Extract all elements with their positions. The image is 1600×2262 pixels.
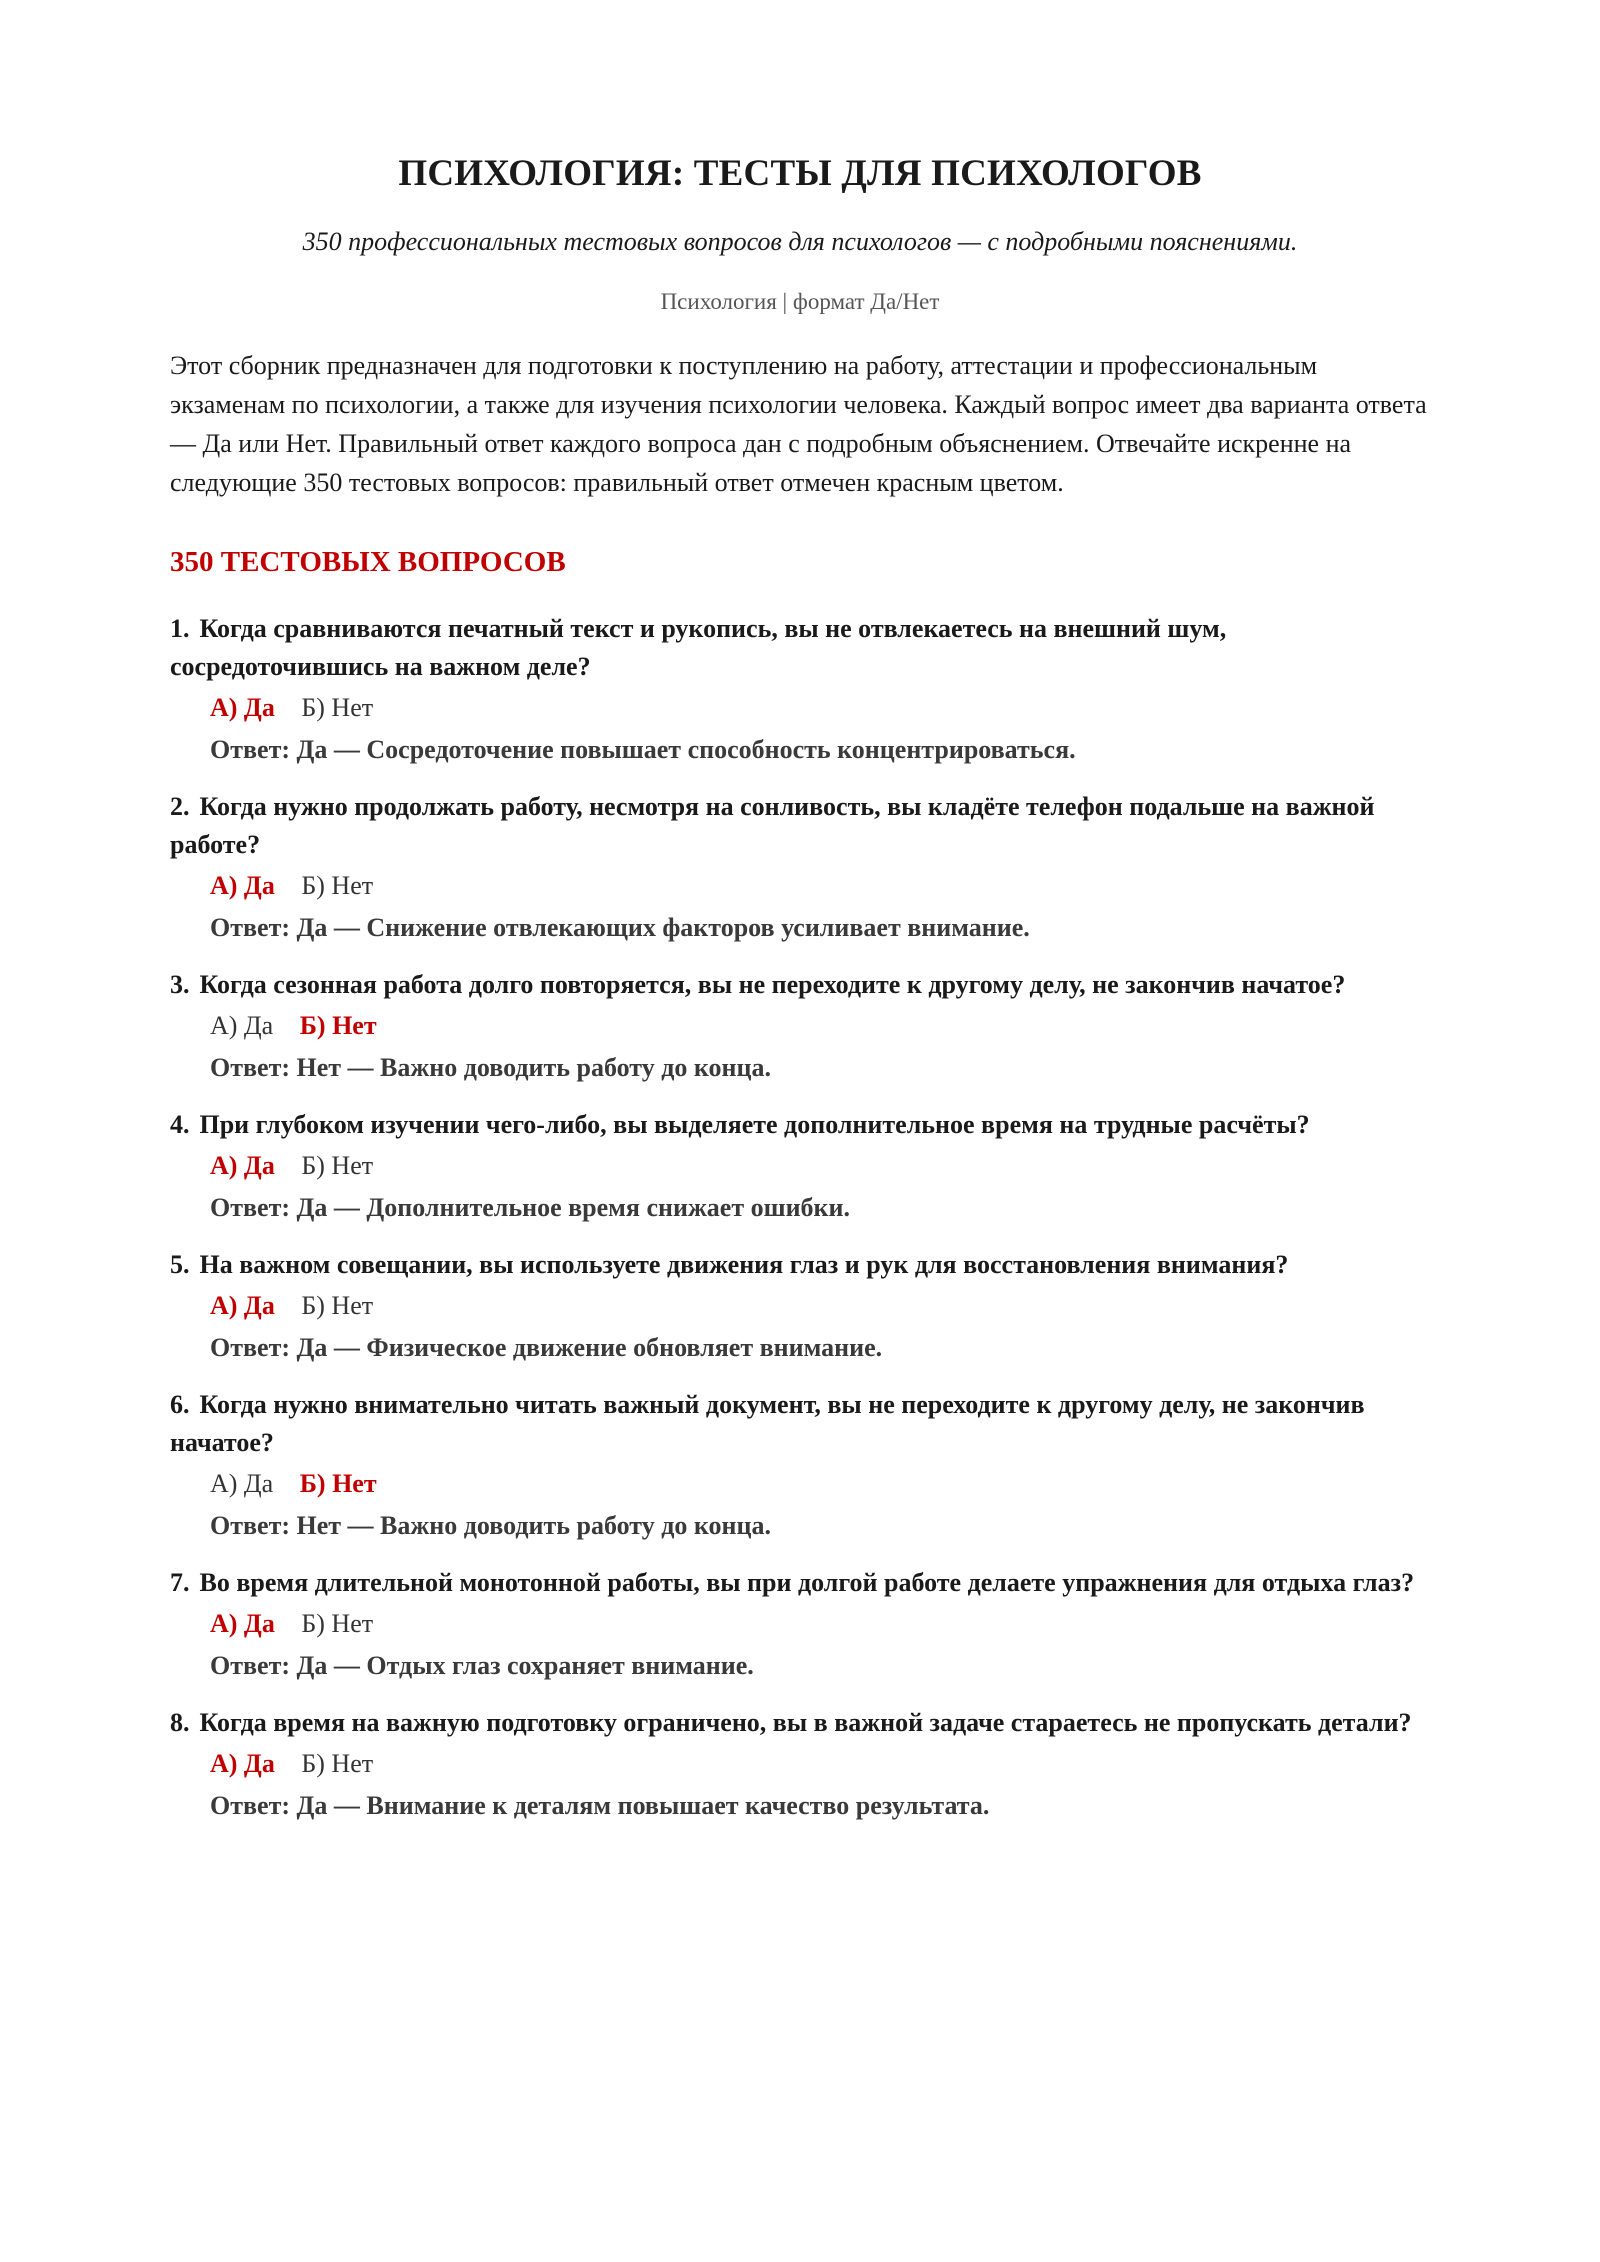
- question-number: 1.: [170, 614, 190, 643]
- question-item: [170, 1564, 1430, 1684]
- question-body: На важном совещании, вы используете движения глаз и рук для восстановления внимания?: [199, 1250, 1289, 1279]
- question-item: [170, 610, 1430, 768]
- question-text: [170, 788, 1430, 864]
- option-a[interactable]: А) Да: [210, 1749, 275, 1778]
- question-number: 2.: [170, 792, 190, 821]
- option-a[interactable]: А) Да: [210, 693, 275, 722]
- question-body: Когда сезонная работа долго повторяется, вы не переходите к другому делу, не закончив начатое?: [199, 970, 1346, 999]
- section-heading: 350 ТЕСТОВЫХ ВОПРОСОВ: [170, 546, 566, 578]
- question-number: 7.: [170, 1568, 190, 1597]
- answer-explanation: Ответ: Да — Отдых глаз сохраняет внимание.: [210, 1651, 754, 1680]
- question-body: Во время длительной монотонной работы, вы при долгой работе делаете упражнения для отдыха глаз?: [199, 1568, 1415, 1597]
- answer-explanation: Ответ: Нет — Важно доводить работу до конца.: [210, 1053, 771, 1082]
- answer-explanation: Ответ: Нет — Важно доводить работу до конца.: [210, 1511, 771, 1540]
- question-item: [170, 1704, 1430, 1824]
- option-a[interactable]: А) Да: [210, 1151, 275, 1180]
- page-title: ПСИХОЛОГИЯ: ТЕСТЫ ДЛЯ ПСИХОЛОГОВ: [398, 153, 1202, 194]
- answer-explanation: Ответ: Да — Снижение отвлекающих факторов усиливает внимание.: [210, 913, 1030, 942]
- page-subtitle: 350 профессиональных тестовых вопросов для психологов — с подробными пояснениями.: [302, 227, 1298, 256]
- option-a[interactable]: А) Да: [210, 1011, 274, 1040]
- answer-options: [210, 1148, 1430, 1184]
- question-number: 3.: [170, 970, 190, 999]
- option-b[interactable]: Б) Нет: [301, 693, 374, 722]
- answer-explanation: Ответ: Да — Внимание к деталям повышает качество результата.: [210, 1791, 990, 1820]
- question-text: [170, 610, 1430, 686]
- answer-options: [210, 1288, 1430, 1324]
- question-item: [170, 1246, 1430, 1366]
- answer-explanation: Ответ: Да — Сосредоточение повышает способность концентрироваться.: [210, 735, 1076, 764]
- question-text: [170, 1106, 1430, 1144]
- question-body: При глубоком изучении чего-либо, вы выделяете дополнительное время на трудные расчёты?: [199, 1110, 1310, 1139]
- option-b[interactable]: Б) Нет: [301, 1749, 374, 1778]
- questions-list: [170, 610, 1430, 1824]
- question-body: Когда нужно внимательно читать важный документ, вы не переходите к другому делу, не закончив начатое?: [170, 1390, 1365, 1457]
- option-b[interactable]: Б) Нет: [301, 1151, 374, 1180]
- option-b[interactable]: Б) Нет: [299, 1469, 377, 1498]
- answer-options: [210, 868, 1430, 904]
- question-body: Когда нужно продолжать работу, несмотря на сонливость, вы кладёте телефон подальше на важной работе?: [170, 792, 1375, 859]
- answer-options: [210, 1606, 1430, 1642]
- option-a[interactable]: А) Да: [210, 1469, 274, 1498]
- answer-options: [210, 690, 1430, 726]
- question-number: 4.: [170, 1110, 190, 1139]
- question-item: [170, 788, 1430, 946]
- option-a[interactable]: А) Да: [210, 1291, 275, 1320]
- option-a[interactable]: А) Да: [210, 871, 275, 900]
- option-a[interactable]: А) Да: [210, 1609, 275, 1638]
- option-b[interactable]: Б) Нет: [301, 1291, 374, 1320]
- answer-options: [210, 1008, 1430, 1044]
- answer-explanation: Ответ: Да — Физическое движение обновляет внимание.: [210, 1333, 883, 1362]
- answer-explanation: Ответ: Да — Дополнительное время снижает ошибки.: [210, 1193, 851, 1222]
- question-text: [170, 1564, 1430, 1602]
- answer-options: [210, 1466, 1430, 1502]
- question-number: 6.: [170, 1390, 190, 1419]
- option-b[interactable]: Б) Нет: [299, 1011, 377, 1040]
- question-text: [170, 1704, 1430, 1742]
- question-number: 5.: [170, 1250, 190, 1279]
- page-meta: Психология | формат Да/Нет: [660, 289, 940, 314]
- question-body: Когда время на важную подготовку ограничено, вы в важной задаче стараетесь не пропускать детали?: [199, 1708, 1412, 1737]
- option-b[interactable]: Б) Нет: [301, 871, 374, 900]
- option-b[interactable]: Б) Нет: [301, 1609, 374, 1638]
- question-item: [170, 1386, 1430, 1544]
- question-item: [170, 1106, 1430, 1226]
- question-text: [170, 966, 1430, 1004]
- answer-options: [210, 1746, 1430, 1782]
- question-number: 8.: [170, 1708, 190, 1737]
- question-body: Когда сравниваются печатный текст и рукопись, вы не отвлекаетесь на внешний шум, сосредоточившись на важном деле?: [170, 614, 1227, 681]
- question-item: [170, 966, 1430, 1086]
- question-text: [170, 1246, 1430, 1284]
- question-text: [170, 1386, 1430, 1462]
- intro-paragraph: Этот сборник предназначен для подготовки к поступлению на работу, аттестации и профессиональным экзаменам по психологии, а также для изучения психологии человека. Каждый вопрос имеет два варианта ответа — Да или Нет. Правильный ответ каждого вопроса дан с подробным объяснением. Отвечайте искренне на следующие 350 тестовых вопросов: правильный ответ отмечен красным цветом.: [170, 351, 1427, 497]
